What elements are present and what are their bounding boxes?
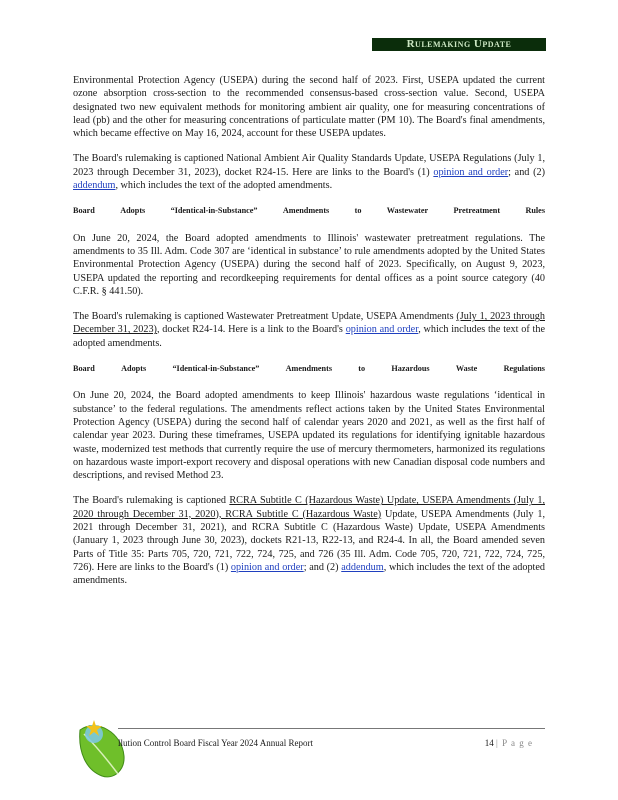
- footer-report-title: llution Control Board Fiscal Year 2024 Annual Report: [118, 738, 313, 748]
- hazardous-opinion-link[interactable]: opinion and order: [230, 561, 304, 573]
- hazardous-addendum-link[interactable]: addendum: [341, 561, 384, 573]
- hazardous-waste-caption-paragraph: The Board's rulemaking is captioned RCRA Subtitle C (Hazardous Waste) Update, USEPA Amendments (July 1, 2020 through December 31, 2020), RCRA Subtitle C (Hazardous Waste) Update, USEPA Amendments (July 1, 2021 through December 31, 2021), and RCRA Subtitle C (Hazardous Waste) Update, USEPA Amendments (January 1, 2023 through June 30, 2023), dockets R21-13, R22-13, and R24-4. In all, the Board amended seven Parts of Title 35: Parts 705, 720, 721, 722, 724, 725, and 726 (35 Ill. Adm. Code 705, 720, 721, 722, 724, 725, 726). Here are links to the Board's (1) opinion and order; and (2) addendum, which includes the text of the adopted amendments.: [73, 495, 545, 587]
- section-banner: Rulemaking Update: [372, 38, 546, 51]
- section-heading-hazardous-waste: Board Adopts “Identical-in-Substance” Amendments to Hazardous Waste Regulations: [73, 364, 545, 374]
- section-heading-wastewater: Board Adopts “Identical-in-Substance” Amendments to Wastewater Pretreatment Rules: [73, 206, 545, 216]
- hazardous-waste-paragraph: On June 20, 2024, the Board adopted amendments to keep Illinois' hazardous waste regulations ‘identical in substance’ to the federal regulations. The amendments reflect actions taken by the United States Environmental Protection Agency (USEPA) during the second half of calendar years 2020 and 2021, as well as the first half of calendar year 2023. During these timeframes, USEPA updated its regulations for identifying ignitable hazardous waste, modernized test methods that currently require the use of mercury thermometers, harmonized its regulations on hazardous waste import-export recovery and disposal operations with new Canadian disposal code numbers and descriptions, and revised Method 23.: [73, 390, 545, 482]
- wastewater-opinion-link[interactable]: opinion and order: [345, 324, 419, 336]
- opinion-and-order-link[interactable]: opinion and order: [433, 166, 509, 178]
- intro-paragraph: Environmental Protection Agency (USEPA) during the second half of 2023. First, USEPA updated the current ozone absorption cross-section to the recommended consensus-based cross-section value. Second, USEPA designated two new equivalent methods for monitoring ambient air quality, one for measuring concentrations of lead (pb) and the other for measuring concentrations of particulate matter (PM 10). The Board's final amendments, which became effective on May 16, 2024, account for these USEPA updates.: [73, 75, 545, 140]
- addendum-link[interactable]: addendum: [73, 180, 116, 192]
- rulemaking-caption-paragraph: The Board's rulemaking is captioned National Ambient Air Quality Standards Update, USEPA Regulations (July 1, 2023 through December 31, 2023), docket R24-15. Here are links to the Board's (1) opinion and order; and (2) addendum, which includes the text of the adopted amendments.: [73, 153, 545, 192]
- footer-divider: [118, 728, 545, 729]
- wastewater-caption-paragraph: The Board's rulemaking is captioned Wastewater Pretreatment Update, USEPA Amendments (July 1, 2023 through December 31, 2023), docket R24-14. Here is a link to the Board's opinion and order, which includes the text of the adopted amendments.: [73, 311, 545, 349]
- page-content: [73, 74, 545, 600]
- wastewater-paragraph: On June 20, 2024, the Board adopted amendments to Illinois' wastewater pretreatment regulations. The amendments to 35 Ill. Adm. Code 307 are ‘identical in substance’ to rule amendments adopted by the United States Environmental Protection Agency (USEPA) during the second half of 2023. Specifically, on August 9, 2023, USEPA updated the reporting and recordkeeping requirements for dental offices as a point source category (40 C.F.R. § 441.50).: [73, 232, 545, 297]
- page-footer: [73, 728, 545, 748]
- page-number: 14 | P a g e: [484, 738, 533, 748]
